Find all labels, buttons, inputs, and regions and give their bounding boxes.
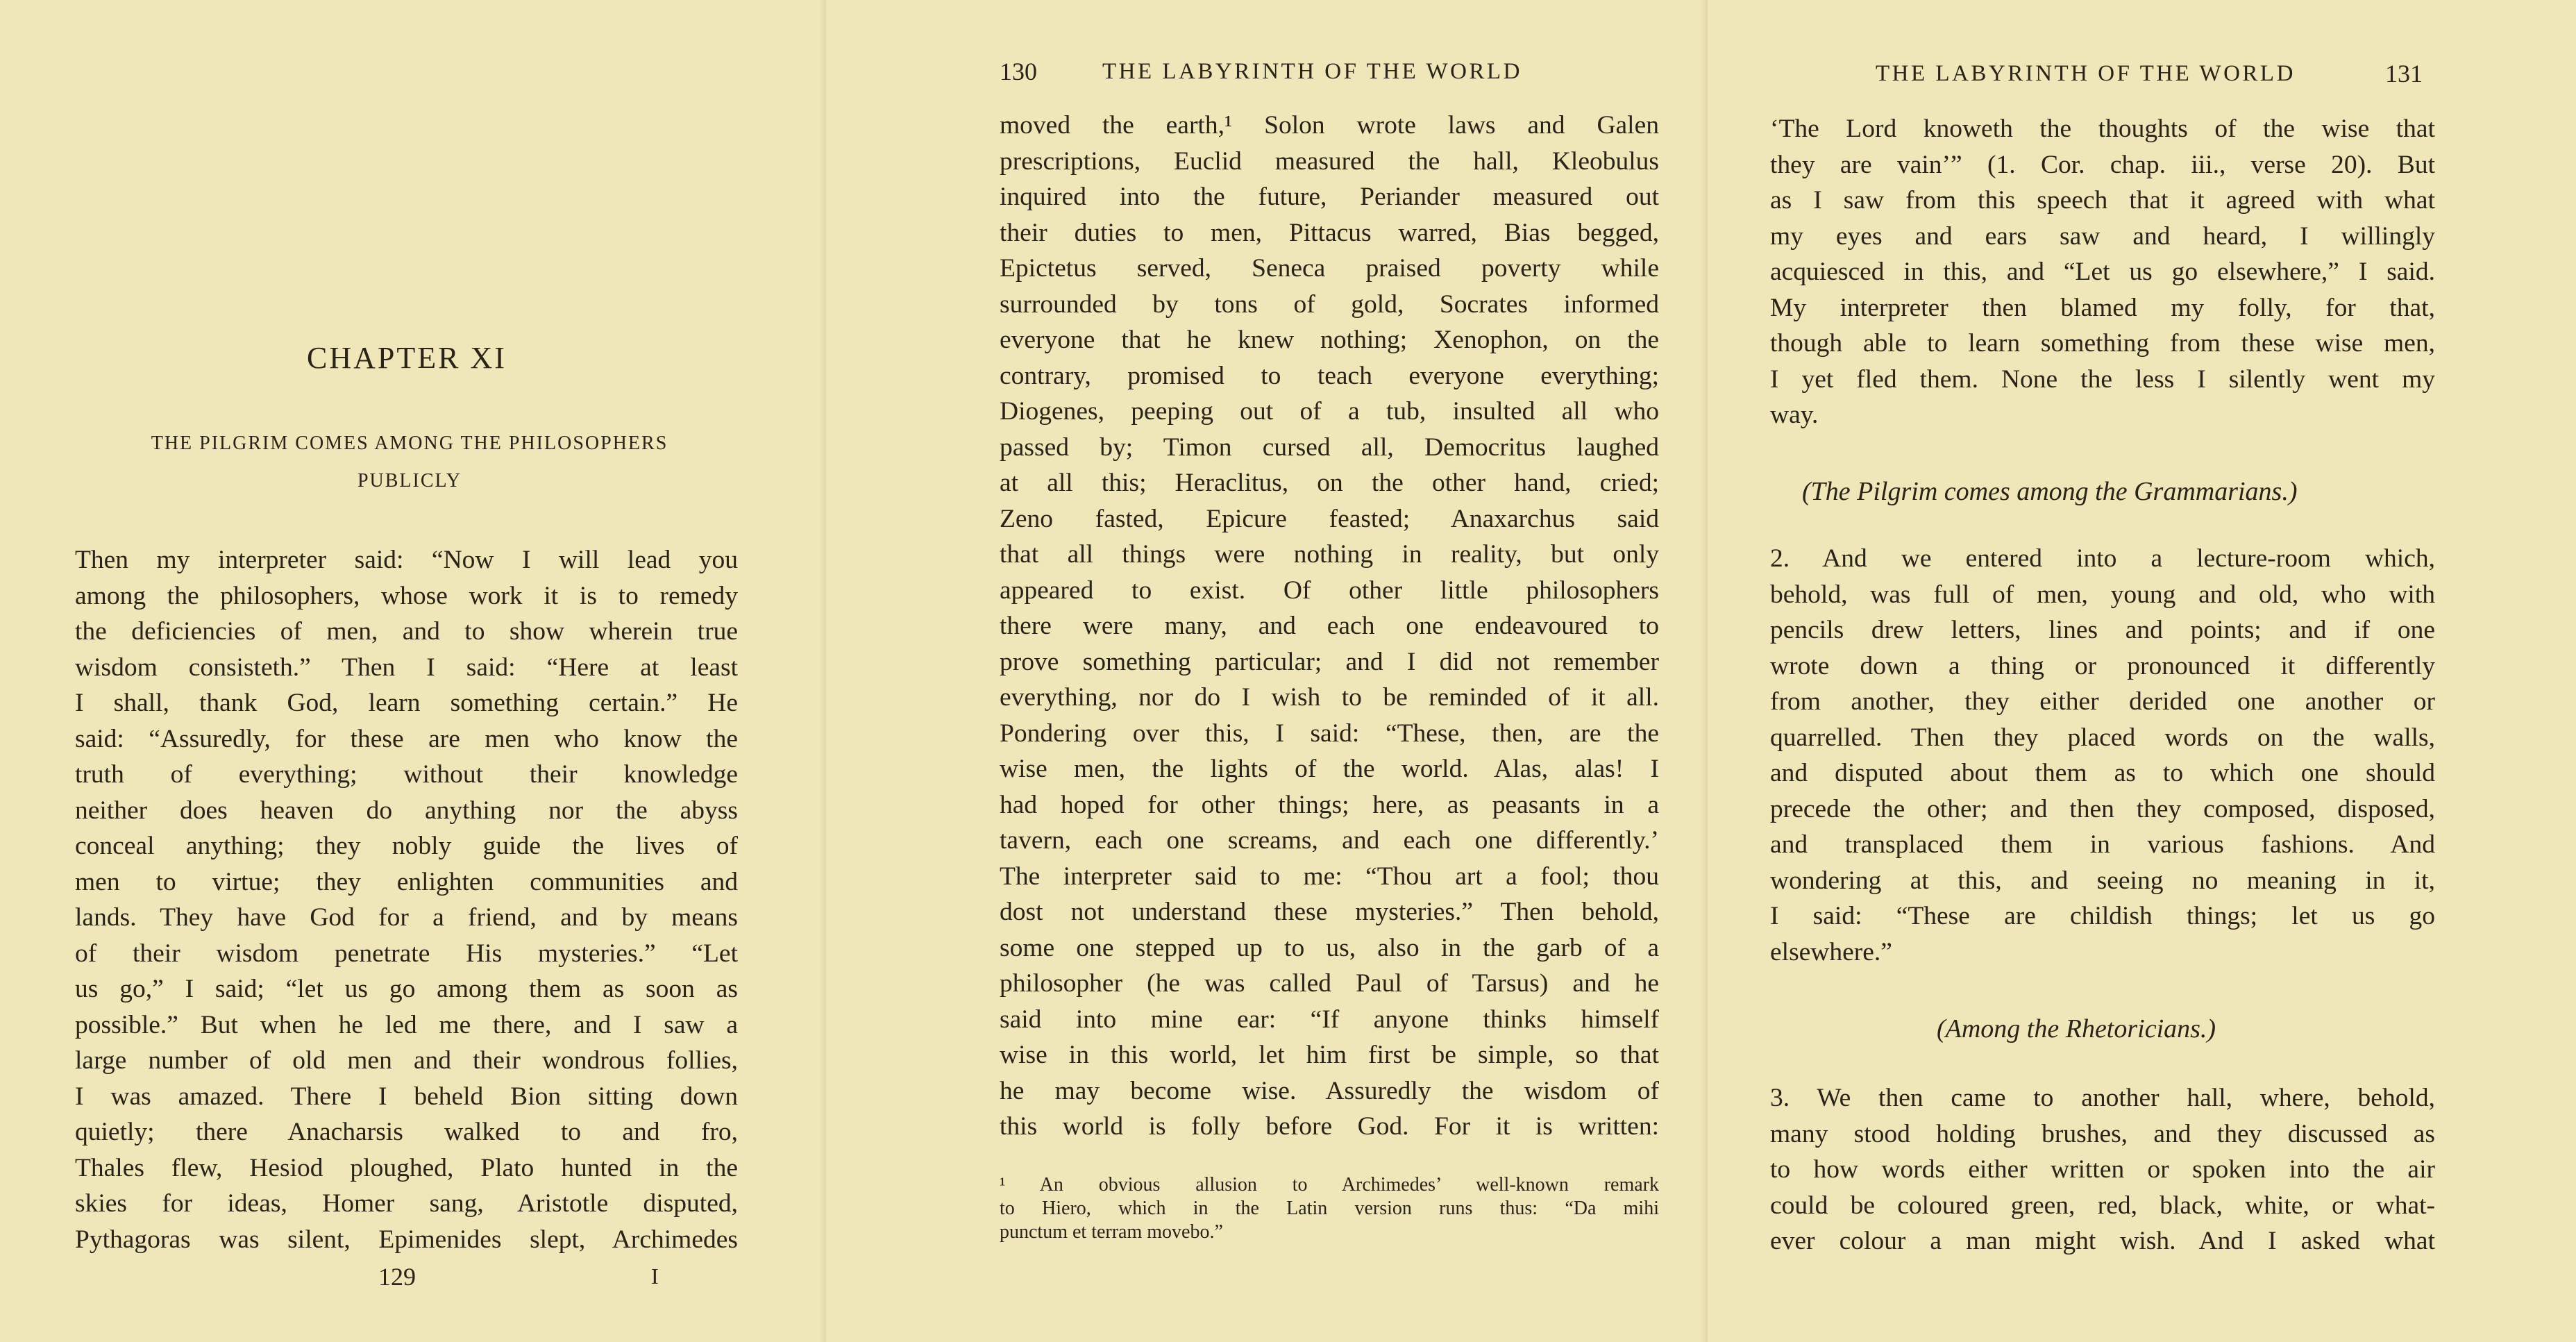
text-line: ¹ An obvious allusion to Archimedes’ well-known remark — [1000, 1174, 1659, 1196]
text-line: 2. And we entered into a lecture-room which, — [1770, 544, 2435, 573]
text-line: and disputed about them as to which one should — [1770, 759, 2435, 787]
text-line: passed by; Timon cursed all, Democritus laughed — [1000, 433, 1659, 462]
page-number: 129 — [378, 1263, 416, 1291]
middle-page — [826, 0, 1708, 1342]
text-line: precede the other; and then they composed, disposed, — [1770, 794, 2435, 823]
text-line: and transplaced them in various fashions. And — [1770, 830, 2435, 859]
text-line: as I saw from this speech that it agreed with what — [1770, 186, 2435, 215]
running-head: THE LABYRINTH OF THE WORLD — [1102, 59, 1522, 84]
text-line: I yet fled them. None the less I silently went my — [1770, 364, 2435, 394]
text-line: wise men, the lights of the world. Alas, alas! I — [1000, 755, 1659, 783]
text-line: to Hiero, which in the Latin version runs thus: “Da mihi — [1000, 1198, 1659, 1219]
text-line: I shall, thank God, learn something certain.” He — [75, 689, 738, 717]
text-line: said: “Assuredly, for these are men who know the — [75, 724, 738, 753]
text-line: had hoped for other things; here, as peasants in a — [1000, 790, 1659, 819]
text-line: quarrelled. Then they placed words on the walls, — [1770, 723, 2435, 752]
text-line: appeared to exist. Of other little philosophers — [1000, 576, 1659, 605]
footnote — [1000, 1173, 1659, 1244]
text-line: from another, they either derided one another or — [1770, 687, 2435, 716]
text-line: though able to learn something from these wise men, — [1770, 329, 2435, 358]
text-line: quietly; there Anacharsis walked to and fro, — [75, 1118, 738, 1146]
right-page — [1708, 0, 2576, 1342]
text-line: Zeno fasted, Epicure feasted; Anaxarchus said — [1000, 504, 1659, 533]
text-line: many stood holding brushes, and they discussed as — [1770, 1119, 2435, 1148]
text-line: My interpreter then blamed my folly, for that, — [1770, 293, 2435, 322]
text-line: lands. They have God for a friend, and by means — [75, 903, 738, 932]
text-line: large number of old men and their wondrous follies, — [75, 1046, 738, 1075]
text-line: among the philosophers, whose work it is to remedy — [75, 581, 738, 610]
text-line: philosopher (he was called Paul of Tarsus) and he — [1000, 969, 1659, 998]
middle-body-text — [1000, 108, 1659, 1145]
text-line: their duties to men, Pittacus warred, Bias begged, — [1000, 218, 1659, 247]
text-line: skies for ideas, Homer sang, Aristotle disputed, — [75, 1189, 738, 1218]
text-line: he may become wise. Assuredly the wisdom of — [1000, 1076, 1659, 1105]
text-line: I was amazed. There I beheld Bion sitting down — [75, 1082, 738, 1111]
text-line: wise in this world, let him first be simple, so that — [1000, 1041, 1659, 1069]
signature-mark: I — [651, 1264, 659, 1289]
text-line: behold, was full of men, young and old, who with — [1770, 580, 2435, 609]
text-line: the deficiencies of men, and to show wherein true — [75, 617, 738, 646]
text-line: us go,” I said; “let us go among them as soon as — [75, 975, 738, 1003]
text-line: men to virtue; they enlighten communities and — [75, 867, 738, 896]
text-line: could be coloured green, red, black, white, or what- — [1770, 1191, 2435, 1220]
section-heading-grammarians: (The Pilgrim comes among the Grammarians.) — [1802, 477, 2298, 506]
text-line: contrary, promised to teach everyone everything; — [1000, 361, 1659, 390]
text-line: conceal anything; they nobly guide the lives of — [75, 832, 738, 860]
text-line: said into mine ear: “If anyone thinks himself — [1000, 1005, 1659, 1034]
page-number: 130 — [1000, 58, 1037, 85]
section-heading-rhetoricians: (Among the Rhetoricians.) — [1937, 1014, 2216, 1043]
text-line: way. — [1770, 401, 1819, 429]
text-line: pencils drew letters, lines and points; and if one — [1770, 616, 2435, 644]
text-line: of their wisdom penetrate His mysteries.” “Let — [75, 939, 738, 968]
left-body-text — [75, 542, 738, 1257]
text-line: Diogenes, peeping out of a tub, insulted all who — [1000, 397, 1659, 426]
paragraph-2 — [1770, 541, 2435, 970]
text-line: Pondering over this, I said: “These, then, are the — [1000, 719, 1659, 748]
text-line: they are vain’” (1. Cor. chap. iii., verse 20). But — [1770, 150, 2435, 179]
text-line: ever colour a man might wish. And I asked what — [1770, 1227, 2435, 1255]
text-line: some one stepped up to us, also in the garb of a — [1000, 933, 1659, 962]
text-line: to how words either written or spoken into the air — [1770, 1155, 2435, 1184]
chapter-subtitle — [69, 425, 750, 500]
text-line: prescriptions, Euclid measured the hall, Kleobulus — [1000, 146, 1659, 176]
text-line: acquiesced in this, and “Let us go elsewhere,” I said. — [1770, 258, 2435, 286]
text-line: tavern, each one screams, and each one differently.’ — [1000, 826, 1659, 855]
text-line: elsewhere.” — [1770, 937, 1892, 966]
paragraph-1 — [1770, 111, 2435, 433]
text-line: this world is folly before God. For it is written: — [1000, 1112, 1659, 1141]
text-line: neither does heaven do anything nor the abyss — [75, 796, 738, 825]
left-page — [0, 0, 826, 1342]
text-line: wrote down a thing or pronounced it differently — [1770, 651, 2435, 680]
chapter-title: CHAPTER XI — [307, 341, 507, 375]
text-line: I said: “These are childish things; let us go — [1770, 902, 2435, 930]
text-line: everything, nor do I wish to be reminded of it all. — [1000, 683, 1659, 712]
text-line: moved the earth,¹ Solon wrote laws and Galen — [1000, 111, 1659, 140]
paragraph-3 — [1770, 1080, 2435, 1259]
text-line: punctum et terram movebo.” — [1000, 1221, 1223, 1243]
text-line: ‘The Lord knoweth the thoughts of the wise that — [1770, 115, 2435, 143]
text-line: that all things were nothing in reality, but only — [1000, 540, 1659, 569]
text-line: everyone that he knew nothing; Xenophon, on the — [1000, 326, 1659, 354]
text-line: there were many, and each one endeavoured to — [1000, 612, 1659, 640]
text-line: The interpreter said to me: “Thou art a fool; thou — [1000, 862, 1659, 891]
text-line: at all this; Heraclitus, on the other hand, cried; — [1000, 469, 1659, 497]
text-line: Thales flew, Hesiod ploughed, Plato hunted in the — [75, 1153, 738, 1182]
page-number: 131 — [2385, 60, 2423, 87]
text-line: dost not understand these mysteries.” Then behold, — [1000, 898, 1659, 926]
text-line: surrounded by tons of gold, Socrates informed — [1000, 290, 1659, 319]
text-line: wondering at this, and seeing no meaning in it, — [1770, 866, 2435, 895]
text-line: prove something particular; and I did not remember — [1000, 647, 1659, 676]
subtitle-line: THE PILGRIM COMES AMONG THE PHILOSOPHERS — [151, 433, 668, 454]
text-line: wisdom consisteth.” Then I said: “Here at least — [75, 653, 738, 682]
text-line: truth of everything; without their knowledge — [75, 760, 738, 789]
text-line: Then my interpreter said: “Now I will lead you — [75, 546, 738, 574]
subtitle-line: PUBLICLY — [357, 470, 462, 492]
text-line: 3. We then came to another hall, where, behold, — [1770, 1084, 2435, 1112]
text-line: possible.” But when he led me there, and I saw a — [75, 1010, 738, 1039]
text-line: Epictetus served, Seneca praised poverty while — [1000, 254, 1659, 283]
text-line: Pythagoras was silent, Epimenides slept, Archimedes — [75, 1225, 738, 1254]
text-line: my eyes and ears saw and heard, I willingly — [1770, 221, 2435, 251]
text-line: inquired into the future, Periander measured out — [1000, 183, 1659, 211]
running-head: THE LABYRINTH OF THE WORLD — [1876, 61, 2296, 86]
